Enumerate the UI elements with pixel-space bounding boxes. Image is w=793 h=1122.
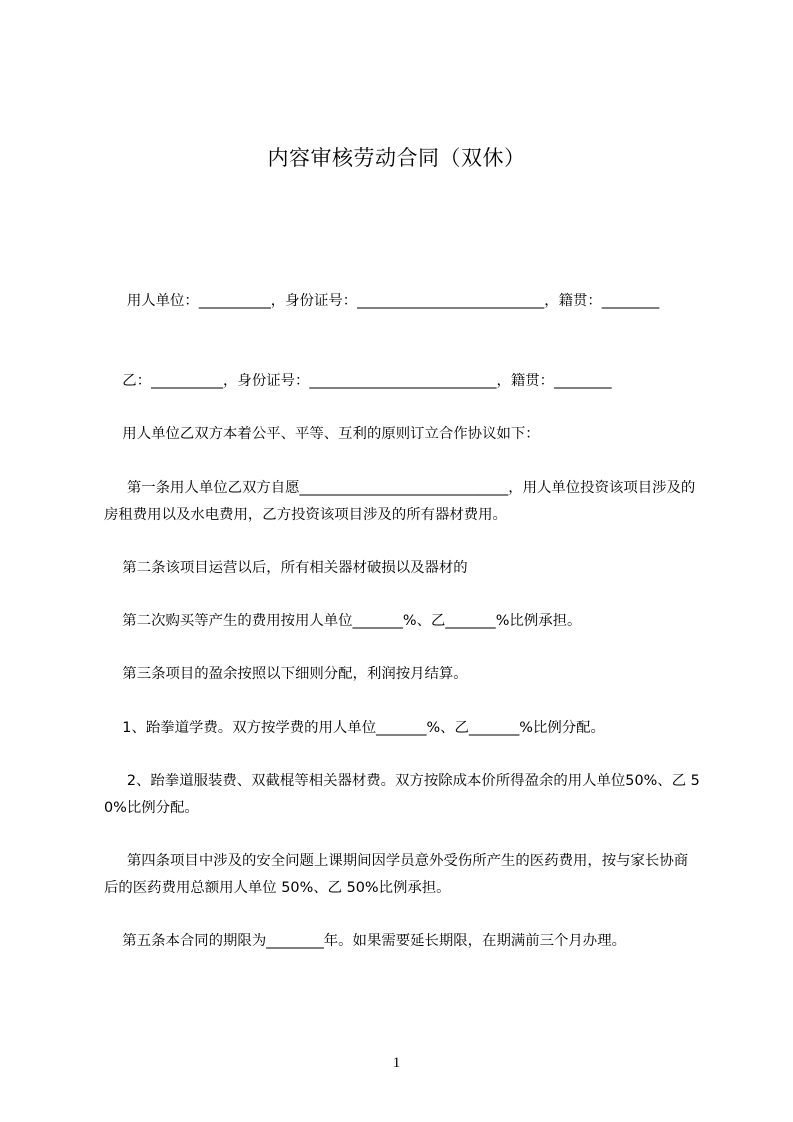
agreement-intro: 用人单位乙双方本着公平、平等、互利的原则订立合作协议如下： (104, 426, 540, 442)
article-2-continued: 第二次购买等产生的费用按用人单位_______%、乙_______%比例承担。 (104, 613, 582, 629)
document-title: 内容审核劳动合同（双休） (267, 146, 526, 170)
article-3: 第三条项目的盈余按照以下细则分配，利润按月结算。 (104, 666, 468, 682)
article-1: 第一条用人单位乙双方自愿_____________________________，用人单位投资该项目涉及的房租费用以及水电费用，乙方投资该项目涉及的所有器材费用。 (104, 480, 696, 523)
article-5: 第五条本合同的期限为________年。如果需要延长期限，在期满前三个月办理。 (104, 933, 626, 949)
article-2: 第二条该项目运营以后，所有相关器材破损以及器材的 (104, 560, 468, 576)
article-4: 第四条项目中涉及的安全问题上课期间因学员意外受伤所产生的医药费用，按与家长协商后的医药费用总额用人单位 50%、乙 50%比例承担。 (104, 853, 689, 896)
page-number: 1 (392, 1055, 401, 1071)
article-3-item-2: 2、跆拳道服装费、双截棍等相关器材费。双方按除成本价所得盈余的用人单位50%、乙 50%比例分配。 (104, 773, 700, 816)
article-3-item-1: 1、跆拳道学费。双方按学费的用人单位_______%、乙_______%比例分配。 (104, 720, 605, 736)
employer-info-line: 用人单位：__________，身份证号：__________________________，籍贯：________ (104, 293, 660, 309)
party-b-info-line: 乙：__________，身份证号：__________________________，籍贯：________ (104, 373, 612, 389)
